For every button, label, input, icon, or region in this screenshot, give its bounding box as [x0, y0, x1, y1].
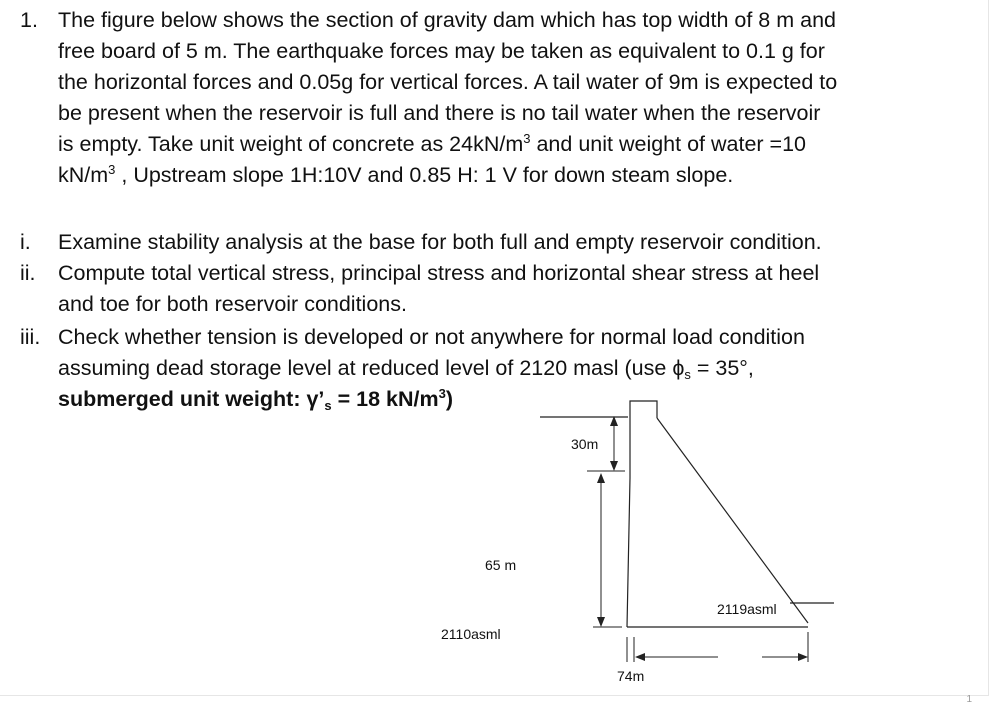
question-line-4: be present when the reservoir is full and there is no tail water when the reservoir	[58, 101, 821, 125]
question-line-5: is empty. Take unit weight of concrete as $24kN/m^3$ and unit weight of water =10	[58, 131, 807, 156]
subquestion-iii-line-3: submerged unit weight: $\gamma’_s = 18$ $kN/m^3$)	[58, 386, 454, 413]
question-line-3: the horizontal forces and 0.05g for vertical forces. A tail water of 9m is expected to	[58, 70, 838, 94]
base-width-arrow-left	[635, 653, 645, 661]
gamma-symbol: γ’	[306, 387, 325, 411]
subquestion-ii-line-2: and toe for both reservoir conditions.	[58, 292, 407, 316]
dam-upstream-face	[627, 418, 630, 627]
question-line-1: The figure below shows the section of gravity dam which has top width of 8 m and	[58, 8, 836, 32]
subquestion-iii-marker: iii.	[20, 325, 41, 349]
freeboard-arrow-bottom	[610, 461, 618, 471]
question-number: 1.	[20, 8, 38, 32]
subquestion-i-marker: i.	[20, 230, 31, 254]
phi-symbol: ϕ	[672, 356, 685, 380]
height-arrow-top	[597, 473, 605, 483]
dam-crest	[630, 401, 657, 418]
base-width-label: 74m	[617, 668, 645, 684]
page-number: 1	[966, 694, 972, 705]
question-line-6: $kN/m^3$ , Upstream slope 1H:10V and 0.85 H: 1 V for down steam slope.	[58, 162, 734, 187]
subquestion-iii-line-2: assuming dead storage level at reduced level of 2120 masl (use $\phi_s = 35^\circ$,	[58, 356, 754, 382]
subquestion-ii-marker: ii.	[20, 261, 36, 285]
subquestion-ii-line-1: Compute total vertical stress, principal stress and horizontal shear stress at heel	[58, 261, 820, 285]
tailwater-level-label: 2119asml	[717, 601, 777, 617]
subquestion-iii-line-1: Check whether tension is developed or not anywhere for normal load condition	[58, 325, 805, 349]
base-width-arrow-right	[798, 653, 808, 661]
freeboard-label: 30m	[571, 436, 599, 452]
base-level-label: 2110asml	[441, 626, 501, 642]
height-arrow-bottom	[597, 617, 605, 627]
question-line-2: free board of 5 m. The earthquake forces may be taken as equivalent to 0.1 g for	[58, 39, 825, 63]
height-label: 65 m	[485, 557, 517, 573]
subquestion-i-line-1: Examine stability analysis at the base for both full and empty reservoir condition.	[58, 230, 822, 254]
dam-downstream-face	[657, 418, 808, 623]
